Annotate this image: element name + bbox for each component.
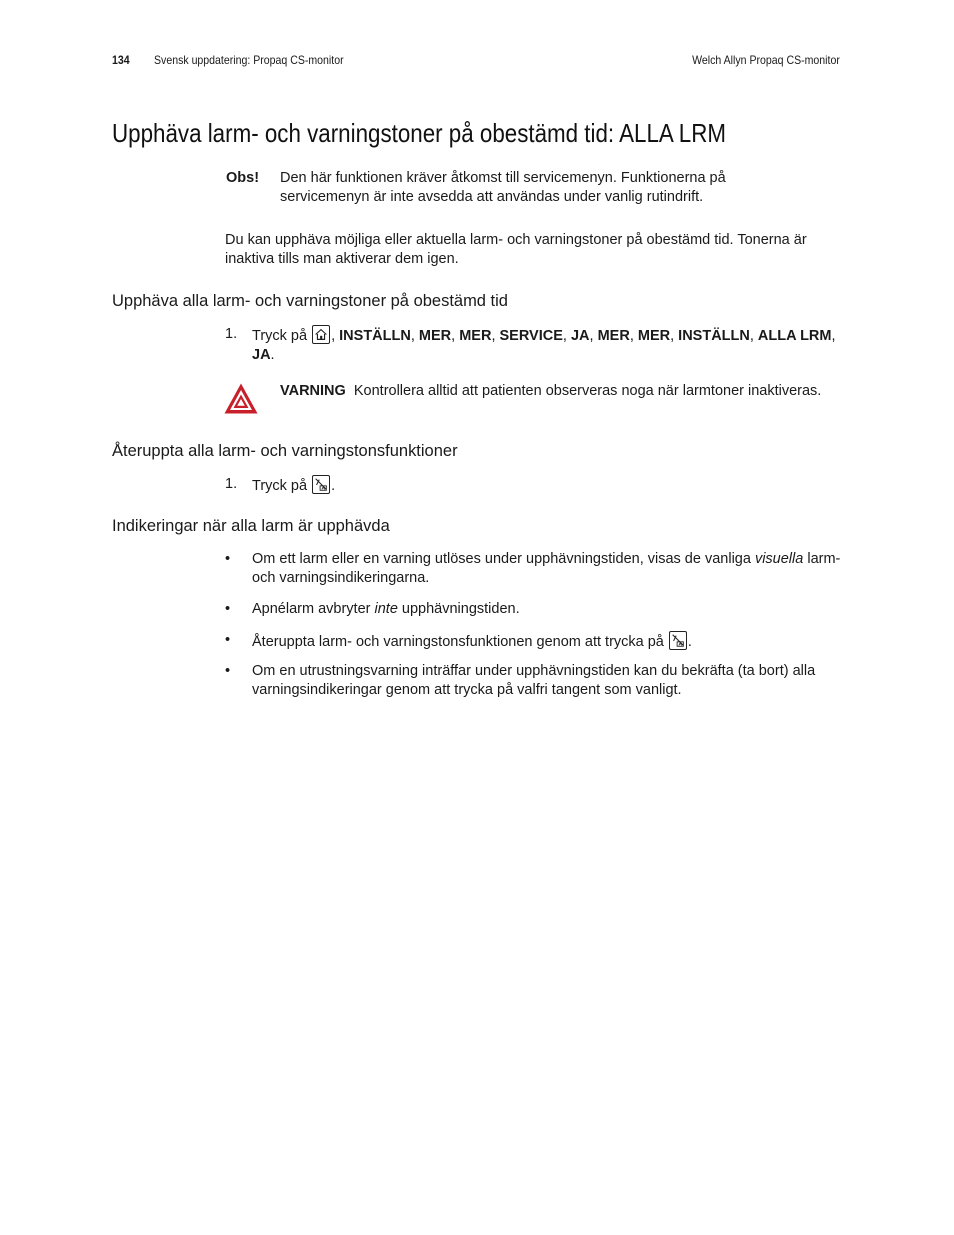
- key-mer: MER: [597, 328, 630, 344]
- step-prefix: Tryck på: [252, 478, 308, 494]
- page-title: Upphäva larm- och varningstoner på obestämd tid: ALLA LRM: [112, 118, 726, 148]
- section-heading-suspend: Upphäva alla larm- och varningstoner på obestämd tid: [112, 291, 508, 310]
- key-alla-lrm: ALLA LRM: [757, 328, 832, 344]
- section-heading-indications: Indikeringar när alla larm är upphävda: [112, 516, 390, 535]
- page-number: 134: [112, 53, 130, 67]
- warning-triangle-icon: [223, 382, 259, 415]
- bullet-text-part: .: [687, 634, 692, 650]
- bullet-text-part: Apnélarm avbryter: [252, 601, 375, 617]
- bullet-dot: •: [225, 632, 231, 648]
- alarm-silence-icon: [669, 631, 687, 650]
- bullet-emphasis: inte: [374, 601, 398, 617]
- warning-body: Kontrollera alltid att patienten observeras noga när larmtoner inaktiveras.: [353, 383, 822, 399]
- intro-paragraph: Du kan upphäva möjliga eller aktuella larm- och varningstoner på obestämd tid. Tonerna är inaktiva tills man aktiverar dem igen.: [225, 232, 807, 267]
- note-label: Obs!: [226, 170, 260, 186]
- step-prefix: Tryck på: [252, 328, 308, 344]
- step-instruction: Tryck på .: [252, 475, 842, 496]
- alarm-silence-icon: [312, 475, 330, 494]
- key-mer: MER: [418, 328, 452, 344]
- bullet-text: Om en utrustningsvarning inträffar under upphävningstiden kan du bekräfta (ta bort) alla varningsindikeringar genom att trycka på valfri tangent som vanligt.: [252, 663, 816, 698]
- key-ja: JA: [252, 347, 271, 363]
- key-mer: MER: [459, 328, 492, 344]
- warning-text: [280, 382, 840, 401]
- bullet-text: [252, 600, 842, 619]
- bullet-emphasis: visuella: [754, 551, 804, 567]
- warning-label: VARNING: [280, 383, 346, 399]
- key-ja: JA: [570, 328, 590, 344]
- key-mer: MER: [637, 328, 671, 344]
- bullet-text-part: larm- och varningsindikeringarna.: [252, 551, 841, 586]
- step-instruction: Tryck på , INSTÄLLN, MER, MER, SERVICE, JA, MER, MER, INSTÄLLN, ALLA LRM, JA.: [252, 325, 842, 365]
- bullet-text: [252, 550, 842, 588]
- bullet-text-part: Återuppta larm- och varningstonsfunktionen genom att trycka på: [252, 634, 664, 650]
- section-heading-resume: Återuppta alla larm- och varningstonsfunktioner: [112, 441, 458, 460]
- key-installn: INSTÄLLN: [678, 328, 750, 344]
- header-right-title: Welch Allyn Propaq CS-monitor: [692, 53, 840, 67]
- bullet-text-part: upphävningstiden.: [397, 601, 520, 617]
- key-service: SERVICE: [499, 328, 563, 344]
- step-number: 1.: [225, 326, 238, 342]
- header-left-title: Svensk uppdatering: Propaq CS-monitor: [154, 53, 344, 67]
- note-text: Den här funktionen kräver åtkomst till servicemenyn. Funktionerna på servicemenyn är inte avsedda att användas under vanlig rutindrift.: [280, 170, 726, 205]
- bullet-dot: •: [225, 551, 231, 567]
- key-installn: INSTÄLLN: [339, 328, 411, 344]
- step-number: 1.: [225, 476, 238, 492]
- bullet-dot: •: [225, 601, 231, 617]
- bullet-text: [252, 631, 842, 652]
- bullet-dot: •: [225, 663, 231, 679]
- home-icon: [312, 325, 330, 344]
- bullet-text-part: Om ett larm eller en varning utlöses under upphävningstiden, visas de vanliga: [252, 551, 755, 567]
